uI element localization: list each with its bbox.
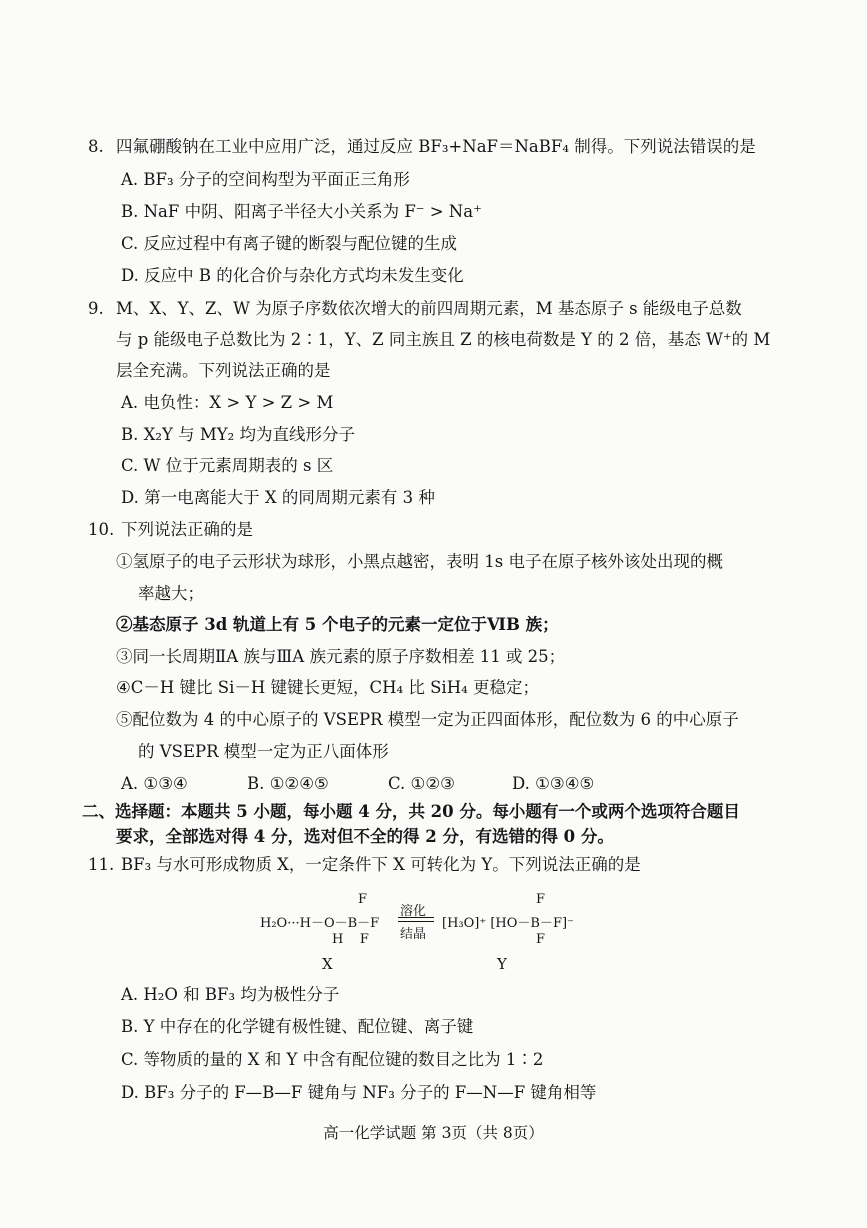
section2-heading-line-1: 二、选择题：本题共 5 小题，每小题 4 分，共 20 分。每小题有一个或两个选项符合题目 xyxy=(82,802,740,821)
q10-option-a: A. ①③④ xyxy=(121,774,188,793)
q9-number: 9. xyxy=(88,299,104,318)
y-bottom-fluorine: F xyxy=(536,932,546,947)
q9-option-b: B. X₂Y 与 MY₂ 均为直线形分子 xyxy=(121,425,356,444)
q10-statement-2: ②基态原子 3d 轨道上有 5 个电子的元素一定位于ⅥB 族； xyxy=(116,615,559,634)
q11-stem: BF₃ 与水可形成物质 X，一定条件下 X 可转化为 Y。下列说法正确的是 xyxy=(121,855,641,874)
q9-stem-line-1: M、X、Y、Z、W 为原子序数依次增大的前四周期元素，M 基态原子 s 能级电子总数 xyxy=(116,299,742,318)
x-bottom-atoms: H F xyxy=(332,932,369,947)
q8-option-b: B. NaF 中阴、阳离子半径大小关系为 F⁻ > Na⁺ xyxy=(121,202,482,221)
arrow-bottom-label: 结晶 xyxy=(400,927,427,942)
q9-stem-line-3: 层全充满。下列说法正确的是 xyxy=(116,361,331,380)
q9-option-d: D. 第一电离能大于 X 的同周期元素有 3 种 xyxy=(121,488,435,507)
q10-option-b: B. ①②④⑤ xyxy=(247,774,329,793)
q10-statement-1-cont: 率越大； xyxy=(138,584,204,603)
y-top-fluorine: F xyxy=(536,892,546,907)
q8-option-c: C. 反应过程中有离子键的断裂与配位键的生成 xyxy=(121,234,458,253)
q11-number: 11. xyxy=(88,855,115,874)
arrow-top-label: 溶化 xyxy=(400,904,427,919)
label-y: Y xyxy=(497,955,507,973)
q10-statement-3: ③同一长周期ⅡA 族与ⅢA 族元素的原子序数相差 11 或 25； xyxy=(116,647,566,666)
label-x: X xyxy=(322,955,333,973)
reverse-arrow xyxy=(398,921,434,922)
page-footer: 高一化学试题 第 3页（共 8页） xyxy=(323,1124,544,1142)
q10-number: 10. xyxy=(88,520,115,539)
q11-option-a: A. H₂O 和 BF₃ 均为极性分子 xyxy=(121,985,340,1004)
forward-arrow xyxy=(398,917,434,918)
q10-statement-1: ①氢原子的电子云形状为球形，小黑点越密，表明 1s 电子在原子核外该处出现的概 xyxy=(116,552,723,571)
q10-option-d: D. ①③④⑤ xyxy=(512,774,595,793)
q9-option-a: A. 电负性：X > Y > Z > M xyxy=(121,393,334,412)
section2-heading-line-2: 要求，全部选对得 4 分，选对但不全的得 2 分，有选错的得 0 分。 xyxy=(116,827,614,846)
q10-statement-4: ④C－H 键比 Si－H 键键长更短，CH₄ 比 SiH₄ 更稳定； xyxy=(116,678,539,697)
x-formula: H₂O···H－O－B－F xyxy=(260,916,380,931)
q8-option-a: A. BF₃ 分子的空间构型为平面正三角形 xyxy=(121,170,410,189)
q11-option-b: B. Y 中存在的化学键有极性键、配位键、离子键 xyxy=(121,1017,474,1036)
y-formula: [H₃O]⁺ [HO－B－F]⁻ xyxy=(442,916,574,931)
q9-stem-line-2: 与 p 能级电子总数比为 2∶1，Y、Z 同主族且 Z 的核电荷数是 Y 的 2 倍，基态 W⁺的 M xyxy=(116,330,771,349)
q11-option-c: C. 等物质的量的 X 和 Y 中含有配位键的数目之比为 1∶2 xyxy=(121,1050,544,1069)
q10-statement-5-cont: 的 VSEPR 模型一定为正八面体形 xyxy=(138,742,389,761)
q11-option-d: D. BF₃ 分子的 F—B—F 键角与 NF₃ 分子的 F—N—F 键角相等 xyxy=(121,1083,597,1102)
q8-option-d: D. 反应中 B 的化合价与杂化方式均未发生变化 xyxy=(121,266,464,285)
q10-statement-5: ⑤配位数为 4 的中心原子的 VSEPR 模型一定为正四面体形，配位数为 6 的中心原子 xyxy=(116,710,739,729)
q9-option-c: C. W 位于元素周期表的 s 区 xyxy=(121,456,334,475)
q10-option-c: C. ①②③ xyxy=(388,774,455,793)
q8-stem: 四氟硼酸钠在工业中应用广泛，通过反应 BF₃+NaF＝NaBF₄ 制得。下列说法错误的是 xyxy=(116,137,756,156)
q8-number: 8. xyxy=(88,137,104,156)
q10-stem: 下列说法正确的是 xyxy=(121,520,253,539)
x-top-fluorine: F xyxy=(358,892,368,907)
